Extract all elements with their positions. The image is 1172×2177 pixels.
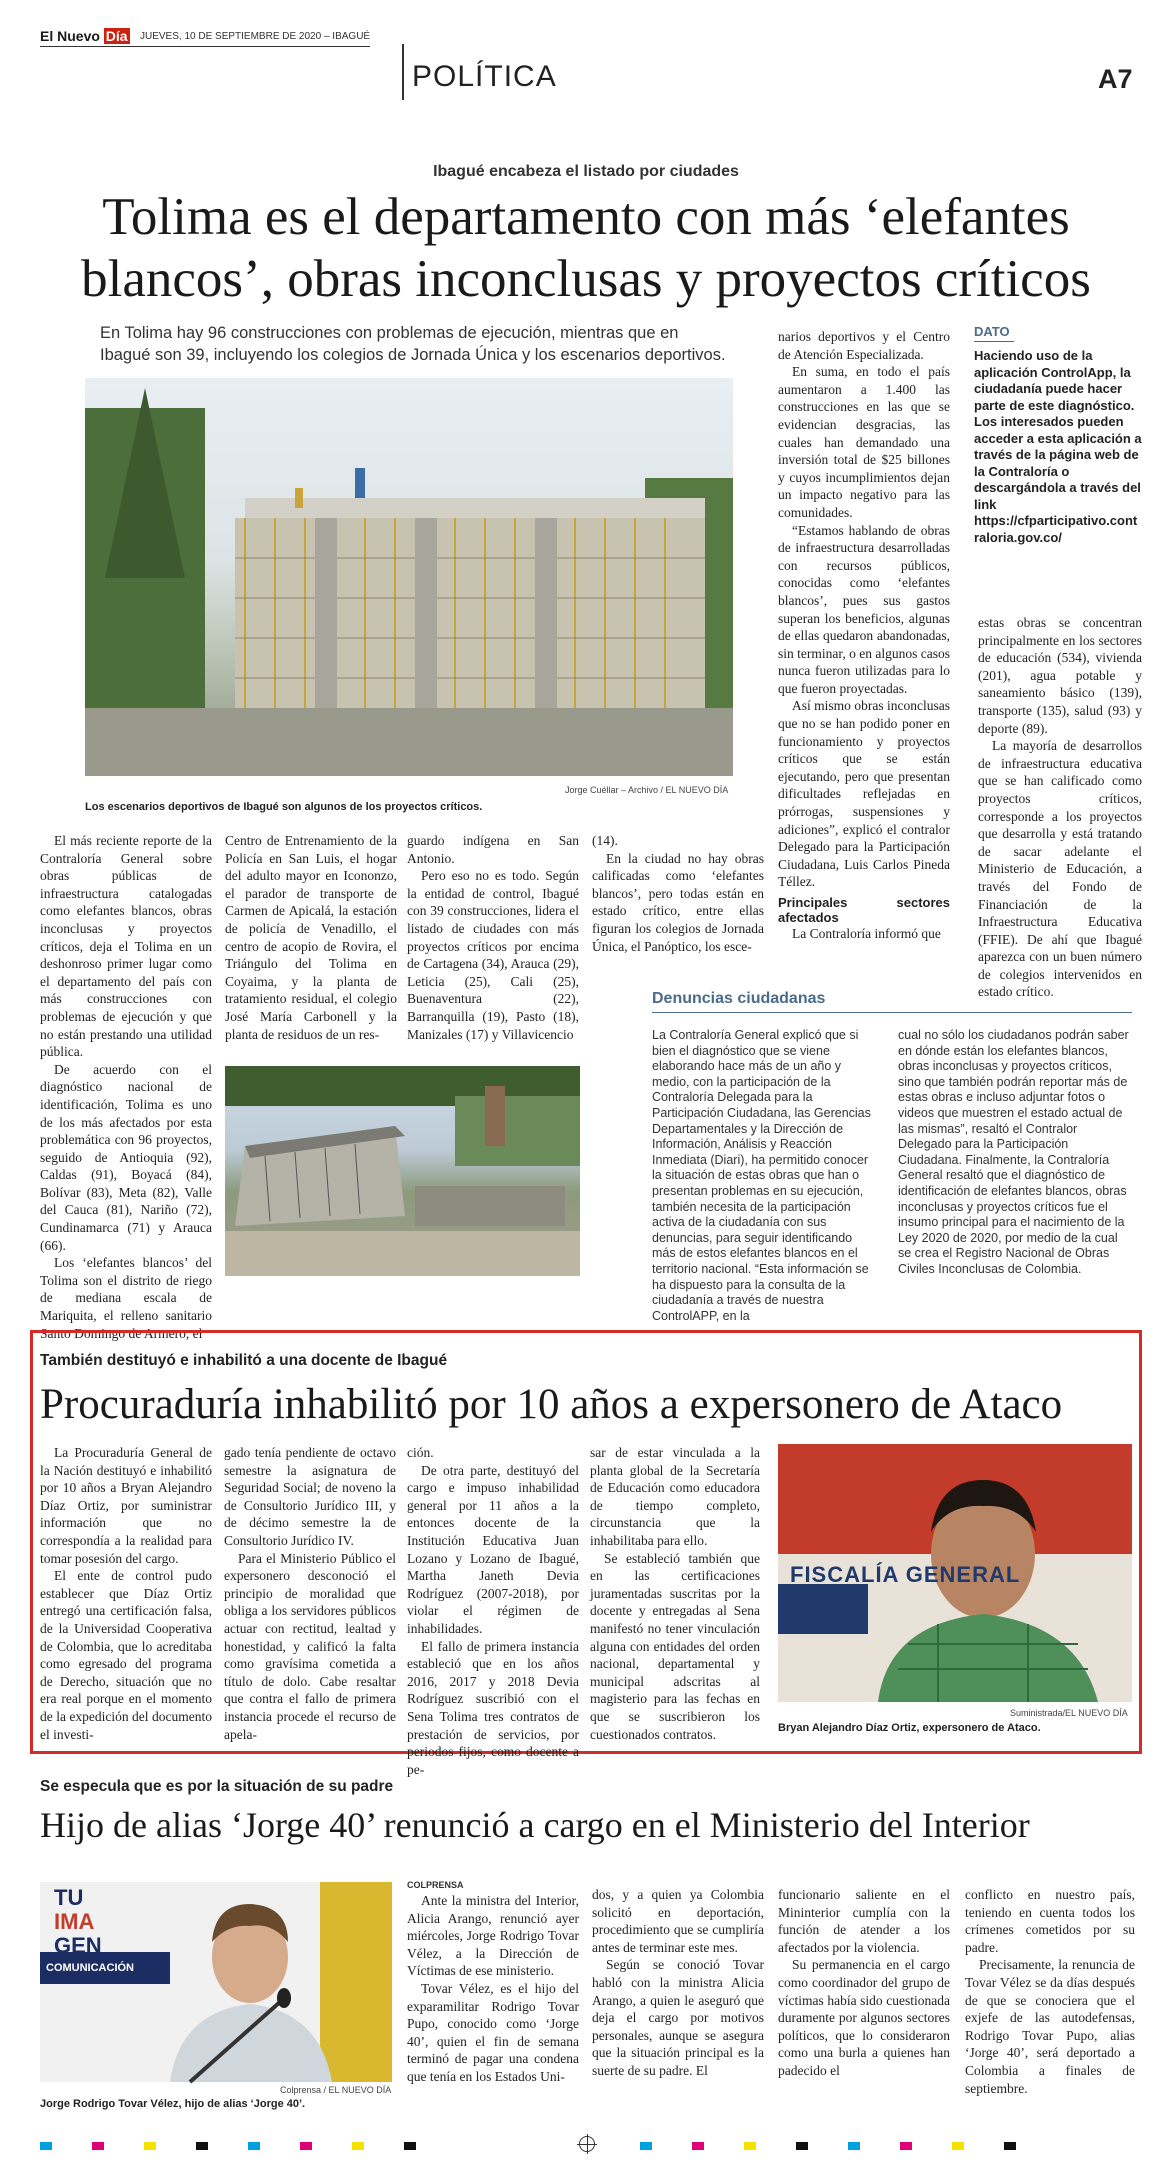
story2-column-2: gado tenía pendiente de octavo semestre la asignatura de Seguridad Social; de noveno la de Consultorio Jurídico III, y de décimo semestre la de Consultorio Jurídico IV. Para el Ministerio Público el expersonero desconoció el principio de moralidad que obliga a los servidores públicos actuar con rectitud, lealtad y honestidad, y calificó la falta como gravísima cometida a título de dolo. Cabe resaltar que contra el fallo de primera instancia procede el recurso de apela-: [224, 1445, 396, 1742]
construction-site-illustration: [85, 378, 733, 776]
story2-photo: [778, 1444, 1132, 1702]
color-bar-right: [640, 2142, 1140, 2150]
story3-column-1: Ante la ministra del Interior, Alicia Arango, renunció ayer miércoles, Jorge Rodrigo Tovar Vélez, a la Dirección de Víctimas de ese ministerio. Tovar Vélez, es el hijo del exparamilitar Rodrigo Tovar Pupo, conocido como ‘Jorge 40’, quien el fin de semana terminó de pagar una condena que tenía en los Estados Uni-: [407, 1893, 579, 2084]
story3-headline: Hijo de alias ‘Jorge 40’ renunció a cargo en el Ministerio del Interior: [40, 1805, 1030, 1845]
registration-mark: [579, 2136, 595, 2152]
story2-photo-sign: FISCALÍA GENERAL: [790, 1562, 1021, 1587]
denuncias-title: Denuncias ciudadanas: [652, 990, 826, 1007]
dato-text: Haciendo uso de la aplicación ControlApp, la ciudadanía puede hacer parte de este diagnóstico. Los interesados pueden acceder a esta aplicación a través de la página web de la Contraloría o descargándola a través del link https://cfparticipativo.contraloria.gov.co/: [974, 348, 1142, 545]
dateline: JUEVES, 10 DE SEPTIEMBRE DE 2020 – IBAGUÉ: [140, 31, 371, 42]
header-rule: [40, 46, 370, 47]
story1-photo-caption: Los escenarios deportivos de Ibagué son algunos de los proyectos críticos.: [85, 801, 483, 813]
story1-column-4: (14). En la ciudad no hay obras calificadas como ‘elefantes blancos’, pero todas están en estado crítico, entre ellas figuran los colegios de Jornada Única, el Panóptico, los esce-: [592, 833, 764, 954]
story3-agency: COLPRENSA: [407, 1880, 464, 1890]
story1-column-3: guardo indígena en San Antonio. Pero eso no es todo. Según la entidad de control, Ibagué con 39 construcciones, lidera el listado de ciudades con más proyectos críticos por encima de Cartagena (34), Arauca (29), Leticia (25), Cali (25), Buenaventura (22), Barranquilla (19), Pasto (18), Manizales (17) y Villavicencio: [407, 833, 579, 1042]
denuncias-box: [640, 990, 1140, 1323]
masthead-logo: El Nuevo Día: [40, 28, 128, 44]
story2-kicker: También destituyó e inhabilitó a una docente de Ibagué: [40, 1352, 448, 1369]
story1-deck: En Tolima hay 96 construcciones con problemas de ejecución, mientras que en Ibagué son 39, incluyendo los colegios de Jornada Única y los escenarios deportivos.: [100, 324, 726, 364]
section-divider: [402, 44, 404, 100]
dato-box: [974, 324, 1142, 546]
story2-photo-credit: Suministrada/EL NUEVO DÍA: [1010, 1708, 1128, 1718]
denuncias-text-col1: La Contraloría General explicó que si bien el diagnóstico que se viene elaborando hace más de un año y medio, con la participación de la Contraloría Delegada para la Participación Ciudadana, las Gerencias Departamentales y la Dirección de Información, Análisis y Reacción Inmediata (Diari), ha permitido conocer la situación de estas obras que han o presentan problemas en su ejecución, también necesita de la participación activa de la ciudadanía con sus denuncias, para seguir identificando más de estos elefantes blancos en el territorio nacional. “Esta información se ha dispuesto para la consulta de la ciudadanía a través de nuestra ControlAPP, en la: [652, 1028, 871, 1323]
story3-photo-caption: Jorge Rodrigo Tovar Vélez, hijo de alias ‘Jorge 40’.: [40, 2098, 306, 2110]
section-title: POLÍTICA: [412, 60, 557, 93]
story1-kicker: Ibagué encabeza el listado por ciudades: [433, 163, 739, 180]
story3-photo-banner: COMUNICACIÓN: [46, 1962, 134, 1974]
story2-headline: Procuraduría inhabilitó por 10 años a expersonero de Ataco: [40, 1381, 1063, 1428]
color-bar-left: [40, 2142, 540, 2150]
dato-label: DATO: [974, 324, 1014, 342]
story1-column-1: El más reciente reporte de la Contraloría General sobre obras públicas de infraestructura catalogadas como elefantes blancos, obras inconclusas y proyectos críticos, deja el Tolima en un deshonroso primer lugar como el departamento del país con más construcciones con problemas de ejecución y que no están prestando una utilidad pública. De acuerdo con el diagnóstico nacional de identificación, Tolima es uno de los más afectados por esta problemática con 96 proyectos, seguido de Antioquia (92), Caldas (91), Boyacá (84), Bolívar (83), Meta (82), Valle del Cauca (81), Nariño (72), Cundinamarca (71) y Arauca (66). Los ‘elefantes blancos’ del Tolima son el distrito de riego de mediana escala de Mariquita, el relleno sanitario Santo Domingo de Armero, el: [40, 833, 212, 1341]
page-number: A7: [1098, 64, 1133, 94]
story1-headline: Tolima es el departamento con más ‘elefantes blancos’, obras inconclusas y proyectos críticos: [81, 188, 1091, 308]
story2-photo-caption: Bryan Alejandro Díaz Ortiz, expersonero de Ataco.: [778, 1722, 1041, 1734]
story3-column-3: funcionario saliente en el Mininterior cumplía con la función de atender a los afectados por la violencia. Su permanencia en el cargo como coordinador del grupo de víctimas había sido cuestionada duramente por algunos sectores políticos, que lo consideraron como una burla a quienes han padecido el: [778, 1887, 950, 2078]
story3-column-2: dos, y a quien ya Colombia solicitó en deportación, procedimiento que se cumpliría antes de terminar este mes. Según se conoció Tovar habló con la ministra Alicia Arango, a quien le aseguró que deja el cargo por motivos personales, aunque se asegura que la situación principal es la suerte de su padre. El: [592, 1887, 764, 2078]
story3-photo-sign: TU IMA GEN: [54, 1885, 102, 1958]
story1-subhead: Principales sectores afectados: [778, 895, 950, 925]
stadium-illustration: [225, 1066, 580, 1276]
story1-photo: [85, 378, 733, 776]
denuncias-text-col2: cual no sólo los ciudadanos podrán saber en dónde están los elefantes blancos, obras inconclusas y proyectos críticos, sino que también podrán reportar más de estas obras e incluso adjuntar fotos o videos que muestren el estado actual de las mismas”, resaltó el Contralor Delegado para la Participación Ciudadana. Finalmente, la Contraloría General resaltó que el diagnóstico de identificación de elefantes blancos, obras inconclusas y proyectos críticos fue el insumo principal para el nacimiento de la Ley 2020 de 2020, por medio de la cual se crea el Registro Nacional de Obras Civiles Inconclusas de Colombia.: [898, 1028, 1129, 1276]
story1-column-right: narios deportivos y el Centro de Atención Especializada. En suma, en todo el país aumentaron a 1.400 las construcciones en las que se evidencian desgracias, las cuales han demandado una inversión total de $25 billones y cuyos incumplimientos dejan un impacto negativo para las comunidades. “Estamos hablando de obras de infraestructura desarrolladas con recursos públicos, conocidas como ‘elefantes blancos’, pues sus gastos superan los beneficios, algunas de ellas quedaron abandonadas, sin terminar, o en algunos casos nunca fueron utilizadas para lo que fueron proyectadas. Así mismo obras inconclusas que no se han podido poner en funcionamiento y proyectos críticos que se están ejecutando, pero que presentan dificultades reflejadas en prórrogas, suspensiones y adiciones”, explicó el contralor Delegado para la Participación Ciudadana, Luis Carlos Pineda Téllez. Principales sectores afectados La Contraloría informó que: [778, 329, 950, 941]
story1-column-2: Centro de Entrenamiento de la Policía en San Luis, el hogar del adulto mayor en Icononzo, el parador de transporte de Carmen de Apicalá, la estación de policía de Venadillo, el centro de acopio de Rovira, el Triángulo del Tolima en Coyaima, y la planta de tratamiento residual, el colegio José María Carbonell y la planta de residuos de un res-: [225, 833, 397, 1042]
story1-column-far-right: estas obras se concentran principalmente en los sectores de educación (534), vivienda (201), agua potable y saneamiento básico (139), transporte (135), salud (93) y deporte (89). La mayoría de desarrollos de infraestructura educativa que se han calificado como proyectos críticos, corresponde a los proyectos que desarrolla y está tratando de sacar adelante el Ministerio de Educación, a través del Fondo de Financiación de la Infraestructura Educativa (FFIE). De ahí que Ibagué aparezca con un buen número de colegios intervenidos en estado crítico.: [978, 615, 1142, 1000]
story1-photo-credit: Jorge Cuéllar – Archivo / EL NUEVO DÍA: [565, 785, 729, 795]
story1-photo-stadium: [225, 1066, 580, 1276]
story3-kicker: Se especula que es por la situación de su padre: [40, 1778, 394, 1795]
denuncias-rule: [652, 1012, 1132, 1013]
story2-column-1: La Procuraduría General de la Nación destituyó e inhabilitó por 10 años a Bryan Alejandro Díaz Ortiz, por suministrar información que no correspondía a la realidad para tomar posesión del cargo. El ente de control pudo establecer que Díaz Ortiz entregó una certificación falsa, de la Universidad Cooperativa de Colombia, que lo acreditaba como egresado del programa de Derecho, situación que no era real porque en el momento de la expedición del documento el investi-: [40, 1445, 212, 1742]
story3-photo: [40, 1882, 392, 2082]
story3-photo-credit: Colprensa / EL NUEVO DÍA: [280, 2085, 392, 2095]
story2-column-4: sar de estar vinculada a la planta global de la Secretaría de Educación como educadora de tiempo completo, circunstancia que la inhabilitaba para ello. Se estableció también que en las certificaciones juramentadas suscritas por la docente y entregadas al Sena manifestó no tener vinculación alguna con entidades del orden nacional, departamental y municipal adscritas al magisterio para las fechas en que se suscribieron los cuestionados contratos.: [590, 1445, 760, 1742]
story3-column-4: conflicto en nuestro país, teniendo en cuenta todos los crímenes cometidos por su padre. Precisamente, la renuncia de Tovar Vélez se da días después de que se conociera que el exjefe de las autodefensas, Rodrigo Tovar Pupo, alias ‘Jorge 40’, será deportado a Colombia a finales de septiembre.: [965, 1887, 1135, 2096]
story2-column-3: ción. De otra parte, destituyó del cargo e impuso inhabilidad general por 11 años a la entonces docente de la Institución Educativa Juan Lozano y Lozano de Ibagué, Martha Janeth Devia Rodríguez (2007-2018), por violar el régimen de inhabilidades. El fallo de primera instancia estableció que en los años 2016, 2017 y 2018 Devia Rodríguez suscribió con el Sena Tolima tres contratos de prestación de servicios, por periodos fijos, como docente a pe-: [407, 1445, 579, 1777]
